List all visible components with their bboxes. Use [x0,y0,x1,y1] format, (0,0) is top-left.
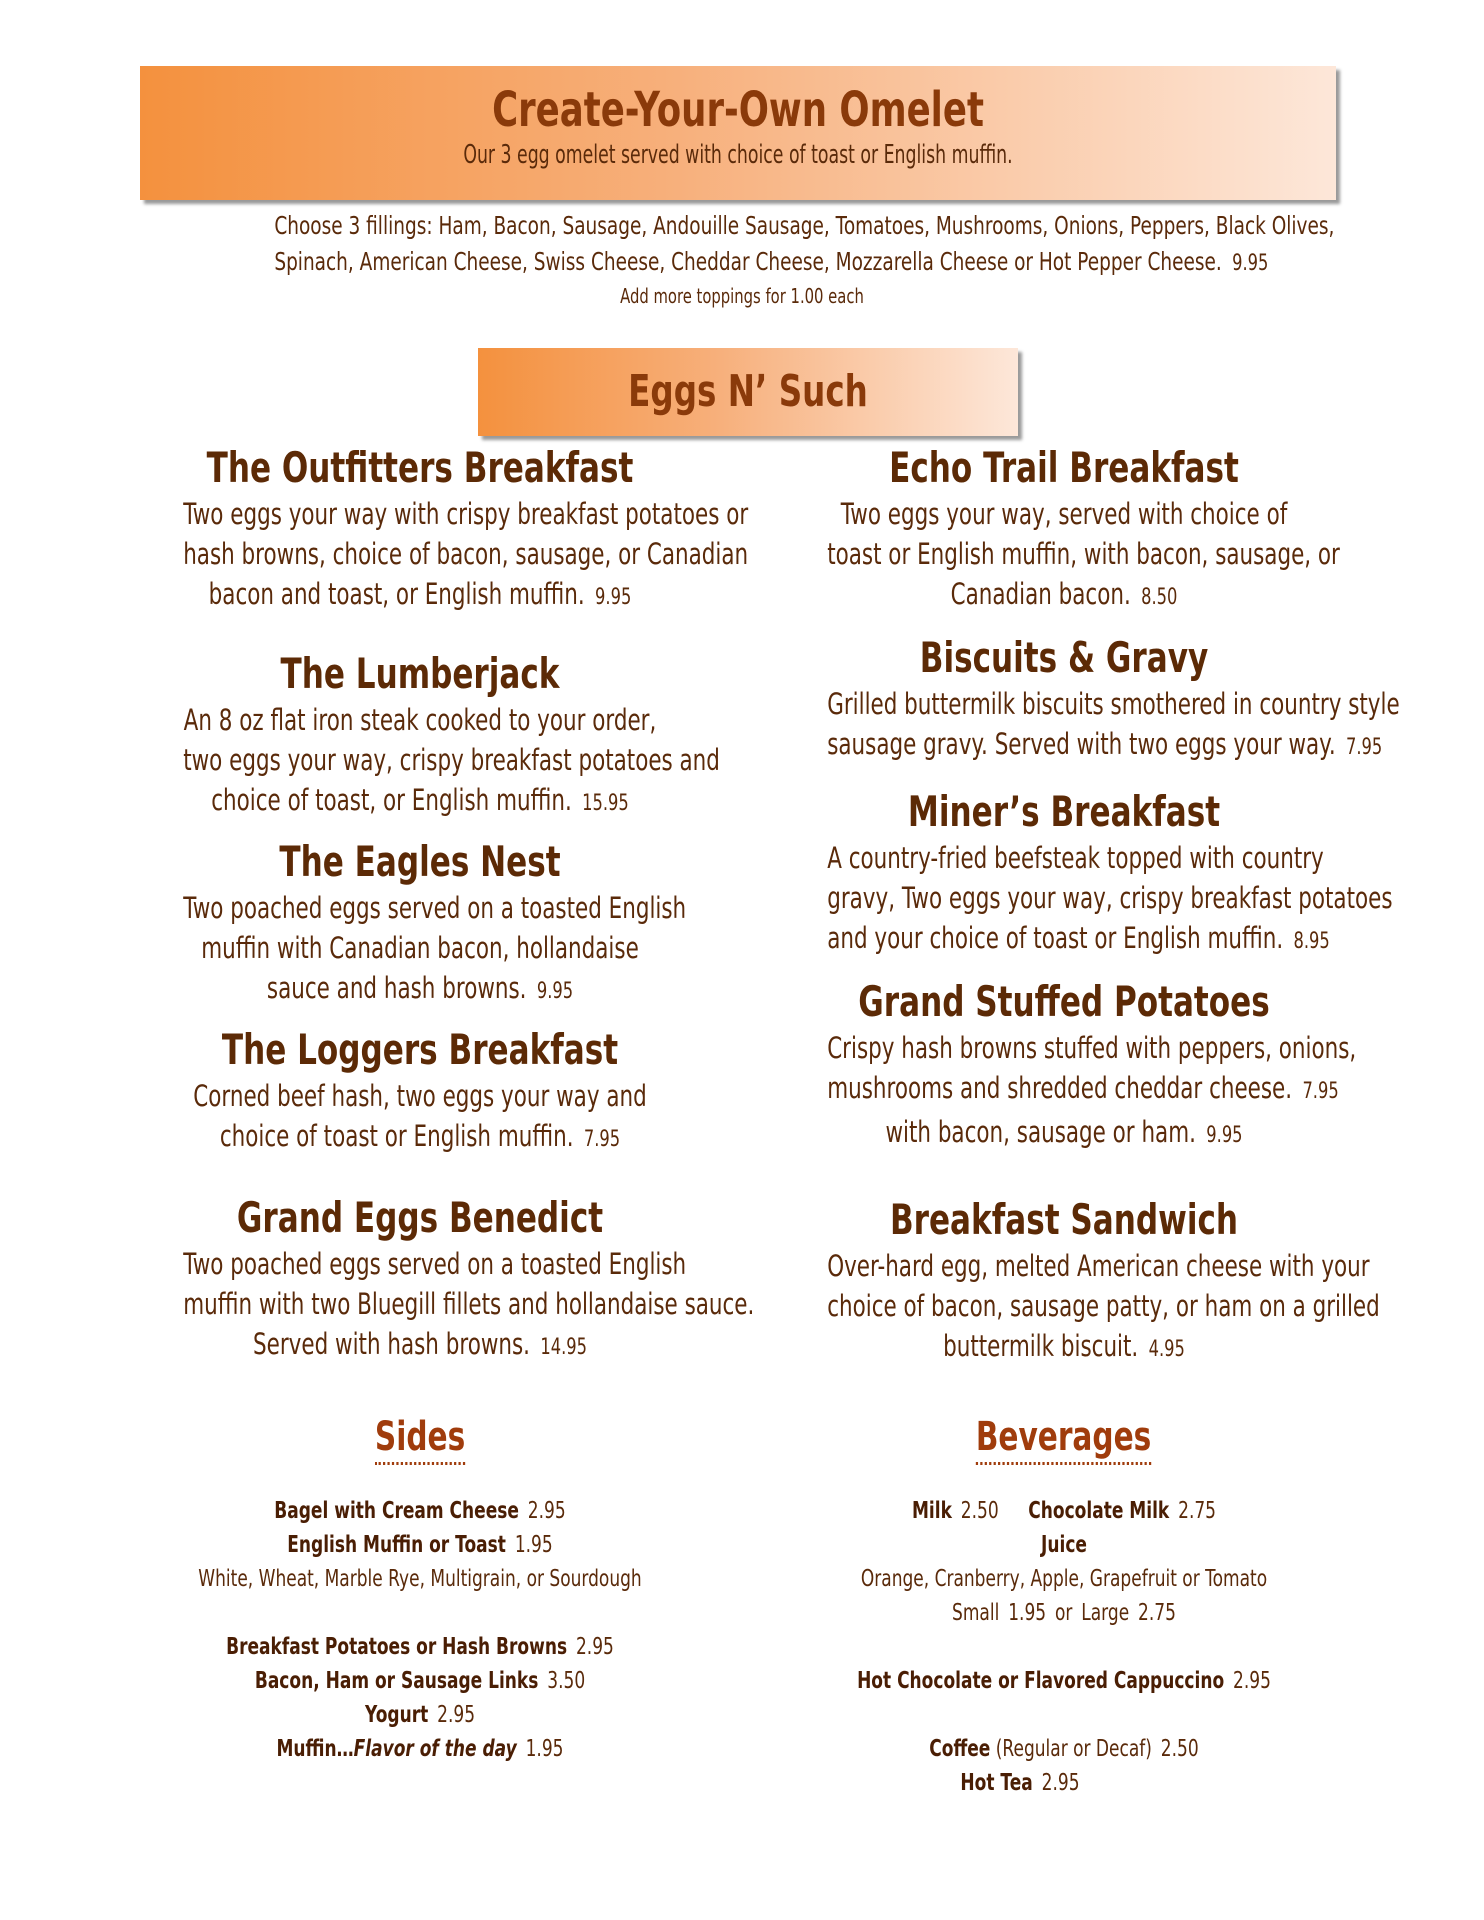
fillings-line-2 [274,244,1269,282]
item-desc: Two eggs your way, served with choice of [840,497,1288,531]
item-price: 2.95 [437,1702,476,1728]
item-desc: Crispy hash browns stuffed with peppers, onions, [827,1031,1357,1065]
list-item [183,1732,657,1766]
item-name: Breakfast Sandwich [889,1195,1239,1244]
item-desc [827,1326,1301,1370]
add-more-toppings: Add more toppings for 1.00 each [620,284,864,308]
item-price: 2.75 [1138,1600,1176,1626]
item-price: 2.75 [1178,1498,1217,1524]
omelet-title: Create-Your-Own Omelet [492,82,984,138]
item-desc-text: choice of toast or English muffin. [219,1119,574,1153]
list-item [183,1664,657,1698]
item-name: Yogurt [364,1702,429,1728]
item-price: 9.95 [1206,1123,1243,1148]
item-desc [183,1324,657,1368]
eggs-section-title: Eggs N’ Such [628,366,868,417]
item-desc [183,780,657,824]
item-desc-text: bacon and toast, or English muffin. [208,577,585,611]
sides-heading-text: Sides [375,1412,465,1465]
item-price: 9.95 [536,979,574,1004]
item-desc: choice of bacon, sausage patty, or ham on a grilled [827,1289,1380,1323]
item-desc: Two eggs your way with crispy breakfast potatoes or [183,497,749,531]
menu-item-stuffed-potatoes [744,976,1384,1156]
sides-heading [100,1412,740,1465]
item-price: 1.95 [525,1736,564,1762]
menu-item-eggs-benedict [100,1192,755,1368]
item-name: Miner’s Breakfast [907,787,1221,836]
menu-item-lumberjack [100,648,740,824]
item-desc: hash browns, choice of bacon, sausage, or Canadian [183,537,749,571]
item-price: 2.50 [1160,1736,1199,1762]
item-desc: Over-hard egg, melted American cheese with your [827,1249,1370,1283]
item-price: 7.95 [1346,735,1383,760]
sides-list [100,1494,740,1766]
item-name: The Outfitters Breakfast [206,443,634,492]
item-name: Juice [1041,1532,1087,1558]
item-desc-text: choice of toast, or English muffin. [211,783,572,817]
fillings-line-1 [274,208,1335,244]
item-desc [827,1112,1301,1156]
item-name: The Eagles Nest [279,837,561,886]
omelet-subtitle: Our 3 egg omelet served with choice of toast or English muffin. [463,140,1013,170]
list-item [827,1528,1301,1562]
item-name: Bagel with Cream Cheese [274,1498,519,1524]
item-desc: Two poached eggs served on a toasted English [183,1247,687,1281]
spacer [100,1596,740,1630]
menu-item-eagles-nest [100,836,740,1012]
size-label: Small [952,1600,1000,1626]
menu-item-loggers [100,1024,740,1160]
list-item [183,1630,657,1664]
item-price: 3.50 [547,1668,586,1694]
spacer [744,1698,1384,1732]
item-price: 15.95 [582,791,629,816]
item-price: 8.95 [1293,929,1330,954]
item-desc [827,724,1383,768]
item-price: 4.95 [1148,1337,1185,1362]
item-desc [183,968,657,1012]
item-desc [827,574,1301,618]
menu-item-echo-trail [744,442,1384,618]
item-desc-text: and your choice of toast or English muffin. [827,921,1284,955]
item-desc: An 8 oz flat iron steak cooked to your order, [183,703,657,737]
omelet-price: 9.95 [1232,251,1269,276]
size-label: Large [1081,1600,1130,1626]
item-name: Grand Eggs Benedict [236,1193,604,1242]
item-desc: gravy, Two eggs your way, crispy breakfast potatoes [827,881,1393,915]
item-price: 2.95 [1041,1770,1080,1796]
item-price: 2.95 [1233,1668,1271,1694]
item-desc [827,918,1330,962]
item-price: 8.50 [1141,585,1178,610]
item-desc-text: sausage gravy. Served with two eggs your way. [827,727,1336,761]
item-desc: muffin with two Bluegill fillets and hollandaise sauce. [183,1287,755,1321]
item-name: The Lumberjack [280,649,560,698]
item-price: 1.95 [1008,1600,1047,1626]
list-item [183,1494,657,1528]
juice-types: Orange, Cranberry, Apple, Grapefruit or Tomato [860,1566,1268,1592]
item-name: The Loggers Breakfast [221,1025,619,1074]
item-price: 9.95 [595,585,632,610]
list-item [827,1494,1301,1528]
list-item [827,1732,1301,1766]
fillings-text-2: Spinach, American Cheese, Swiss Cheese, Cheddar Cheese, Mozzarella Cheese or Hot Pepper Cheese. [274,247,1222,276]
item-desc-text: Served with hash browns. [253,1327,530,1361]
item-price: 7.95 [583,1127,621,1152]
item-name: Bacon, Ham or Sausage Links [254,1668,539,1694]
menu-item-miners [744,786,1393,962]
item-desc: Corned beef hash, two eggs your way and [193,1079,647,1113]
omelet-fillings [110,208,1374,310]
beverages-heading [744,1412,1384,1465]
spacer [744,1630,1384,1664]
item-price: 14.95 [540,1335,587,1360]
item-name: Chocolate Milk [1028,1498,1170,1524]
item-desc: two eggs your way, crispy breakfast potatoes and [183,743,720,777]
item-name: Muffin… [276,1736,354,1762]
item-name: Breakfast Potatoes or Hash Browns [226,1634,568,1660]
menu-item-breakfast-sandwich [744,1194,1384,1370]
item-desc-text: buttermilk biscuit. [943,1329,1139,1363]
bread-types: White, Wheat, Marble Rye, Multigrain, or Sourdough [198,1566,642,1592]
item-price: 2.95 [575,1634,614,1660]
beverages-heading-text: Beverages [976,1412,1151,1465]
item-name: English Muffin or Toast [287,1532,506,1558]
item-price: 2.50 [960,1498,999,1524]
item-desc: toast or English muffin, with bacon, sausage, or [827,537,1340,571]
item-desc [183,574,657,618]
item-desc: Grilled buttermilk biscuits smothered in country style [827,687,1400,721]
item-desc-text: Canadian bacon. [950,577,1131,611]
item-name: Biscuits & Gravy [919,633,1209,682]
item-name: Coffee [929,1736,991,1762]
item-name: Echo Trail Breakfast [889,443,1239,492]
eggs-banner [478,348,1018,436]
item-name: Grand Stuffed Potatoes [858,977,1270,1026]
list-item [827,1664,1301,1698]
item-desc-text: mushrooms and shredded cheddar cheese. [827,1071,1293,1105]
size-or: or [1054,1600,1073,1626]
item-note: (Regular or Decaf) [995,1736,1152,1762]
list-item [183,1698,657,1732]
omelet-banner [140,66,1336,200]
list-item [783,1766,1257,1800]
juice-sizes [827,1596,1301,1630]
item-name: Milk [911,1498,952,1524]
menu-item-biscuits-gravy [744,632,1400,768]
fillings-text-1: Choose 3 fillings: Ham, Bacon, Sausage, Andouille Sausage, Tomatoes, Mushrooms, Onions, Peppers, Black Olives, [274,211,1335,240]
item-price: 2.95 [527,1498,566,1524]
item-price: 1.95 [514,1532,553,1558]
item-desc: Two poached eggs served on a toasted English [183,891,687,925]
list-item [183,1528,657,1562]
item-desc: A country-fried beefsteak topped with country [827,841,1324,875]
item-price: 7.95 [1302,1079,1339,1104]
item-name: Hot Chocolate or Flavored Cappuccino [857,1668,1225,1694]
item-desc [183,1116,657,1160]
item-desc: muffin with Canadian bacon, hollandaise [201,931,639,965]
beverages-list [744,1494,1384,1800]
item-name: Hot Tea [960,1770,1033,1796]
item-desc-text: sauce and hash browns. [266,971,527,1005]
item-desc-text: with bacon, sausage or ham. [885,1115,1196,1149]
menu-item-outfitters [100,442,749,618]
item-flavor: Flavor of the day [353,1736,517,1762]
item-desc [827,1068,1339,1112]
